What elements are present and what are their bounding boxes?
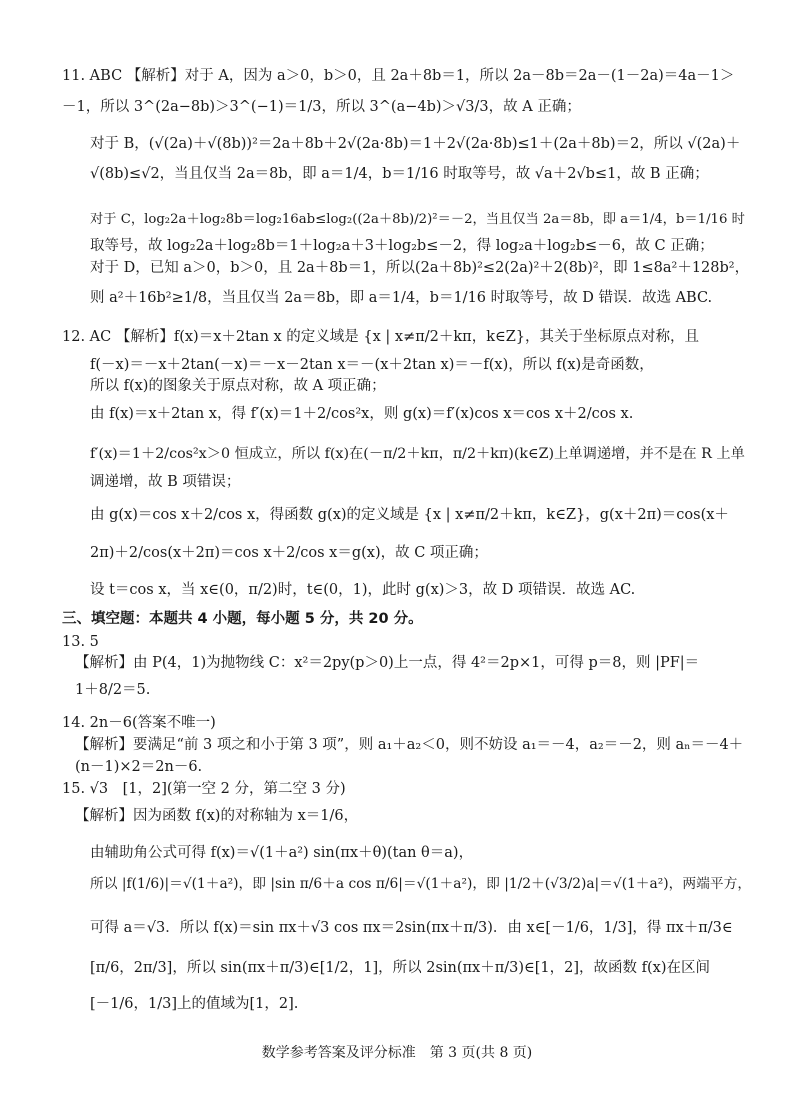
q15-line-3: 所以 |f(1/6)|＝√(1＋a²)，即 |sin π/6＋a cos π/6|＝√(1＋a²)，即 |1/2＋(√3/2)a|＝√(1＋a²)，两端平方， bbox=[90, 876, 752, 892]
q11-line-3: 对于 B，(√(2a)＋√(8b))²＝2a＋8b＋2√(2a·8b)＝1＋2√(2a·8b)≤1＋(2a＋8b)＝2，所以 √(2a)＋ bbox=[90, 136, 741, 152]
q11-line-1: 11. ABC 【解析】对于 A，因为 a＞0，b＞0，且 2a＋8b＝1，所以 2a－8b＝2a－(1－2a)＝4a－1＞ bbox=[62, 68, 735, 84]
q11-line-2: －1，所以 3^(2a−8b)＞3^(−1)＝1/3，所以 3^(a−4b)＞√3/3，故 A 正确； bbox=[62, 99, 581, 115]
q12-line-4: 由 f(x)＝x＋2tan x，得 f′(x)＝1＋2/cos²x，则 g(x)＝f′(x)cos x＝cos x＋2/cos x. bbox=[90, 406, 634, 422]
q13-line-2: 1＋8/2＝5. bbox=[75, 682, 151, 698]
q14-answer: 14. 2n－6(答案不唯一) bbox=[62, 715, 216, 731]
q13-line-1: 【解析】由 P(4，1)为抛物线 C：x²＝2py(p＞0)上一点，得 4²＝2p×1，可得 p＝8，则 |PF|＝ bbox=[75, 655, 700, 671]
q11-line-7: 对于 D，已知 a＞0，b＞0，且 2a＋8b＝1，所以(2a＋8b)²≤2(2a)²＋2(8b)²，即 1≤8a²＋128b²， bbox=[90, 260, 750, 276]
q12-line-9: 设 t＝cos x，当 x∈(0，π/2)时，t∈(0，1)，此时 g(x)＞3，故 D 项错误．故选 AC. bbox=[90, 582, 636, 598]
q15-line-4: 可得 a＝√3．所以 f(x)＝sin πx＋√3 cos πx＝2sin(πx＋π/3)．由 x∈[－1/6，1/3]，得 πx＋π/3∈ bbox=[90, 920, 733, 936]
q15-line-1: 【解析】因为函数 f(x)的对称轴为 x＝1/6， bbox=[75, 808, 359, 824]
q15-line-6: [－1/6，1/3]上的值域为[1，2]. bbox=[90, 996, 299, 1012]
page-footer: 数学参考答案及评分标准 第 3 页(共 8 页) bbox=[261, 1045, 533, 1061]
q12-line-3: 所以 f(x)的图象关于原点对称，故 A 项正确； bbox=[90, 378, 386, 394]
q15-line-5: [π/6，2π/3]，所以 sin(πx＋π/3)∈[1/2，1]，所以 2sin(πx＋π/3)∈[1，2]，故函数 f(x)在区间 bbox=[90, 960, 710, 976]
q15-line-2: 由辅助角公式可得 f(x)＝√(1＋a²) sin(πx＋θ)(tan θ＝a)， bbox=[90, 845, 474, 861]
q12-line-2: f(－x)＝－x＋2tan(－x)＝－x－2tan x＝－(x＋2tan x)＝－f(x)，所以 f(x)是奇函数， bbox=[90, 357, 654, 373]
section-heading-fill-in: 三、填空题：本题共 4 小题，每小题 5 分，共 20 分。 bbox=[62, 611, 423, 627]
q14-line-1: 【解析】要满足“前 3 项之和小于第 3 项”，则 a₁＋a₂＜0，则不妨设 a₁＝－4，a₂＝－2，则 aₙ＝－4＋ bbox=[75, 737, 744, 753]
q11-line-4: √(8b)≤√2，当且仅当 2a＝8b，即 a＝1/4，b＝1/16 时取等号，故 √a＋2√b≤1，故 B 正确； bbox=[90, 166, 709, 182]
q15-answer: 15. √3 [1，2](第一空 2 分，第二空 3 分) bbox=[62, 781, 346, 797]
q13-answer: 13. 5 bbox=[62, 634, 99, 650]
q11-line-6: 取等号，故 log₂2a＋log₂8b＝1＋log₂a＋3＋log₂b≤－2，得 log₂a＋log₂b≤－6，故 C 正确； bbox=[90, 238, 714, 254]
q12-line-7: 由 g(x)＝cos x＋2/cos x，得函数 g(x)的定义域是 {x | x≠π/2＋kπ，k∈Z}，g(x＋2π)＝cos(x＋ bbox=[90, 507, 729, 523]
q12-line-8: 2π)＋2/cos(x＋2π)＝cos x＋2/cos x＝g(x)，故 C 项正确； bbox=[90, 545, 488, 561]
q11-line-8: 则 a²＋16b²≥1/8，当且仅当 2a＝8b，即 a＝1/4，b＝1/16 时取等号，故 D 错误．故选 ABC. bbox=[90, 290, 713, 306]
q14-line-2: (n－1)×2＝2n－6. bbox=[75, 759, 203, 775]
q12-line-1: 12. AC 【解析】f(x)＝x＋2tan x 的定义域是 {x | x≠π/2＋kπ，k∈Z}，其关于坐标原点对称，且 bbox=[62, 329, 700, 345]
q12-line-6: 调递增，故 B 项错误； bbox=[90, 474, 241, 490]
q12-line-5: f′(x)＝1＋2/cos²x＞0 恒成立，所以 f(x)在(－π/2＋kπ，π/2＋kπ)(k∈Z)上单调递增，并不是在 R 上单 bbox=[90, 446, 745, 462]
q11-line-5: 对于 C，log₂2a＋log₂8b＝log₂16ab≤log₂((2a＋8b)/2)²＝－2，当且仅当 2a＝8b，即 a＝1/4，b＝1/16 时 bbox=[90, 212, 745, 227]
